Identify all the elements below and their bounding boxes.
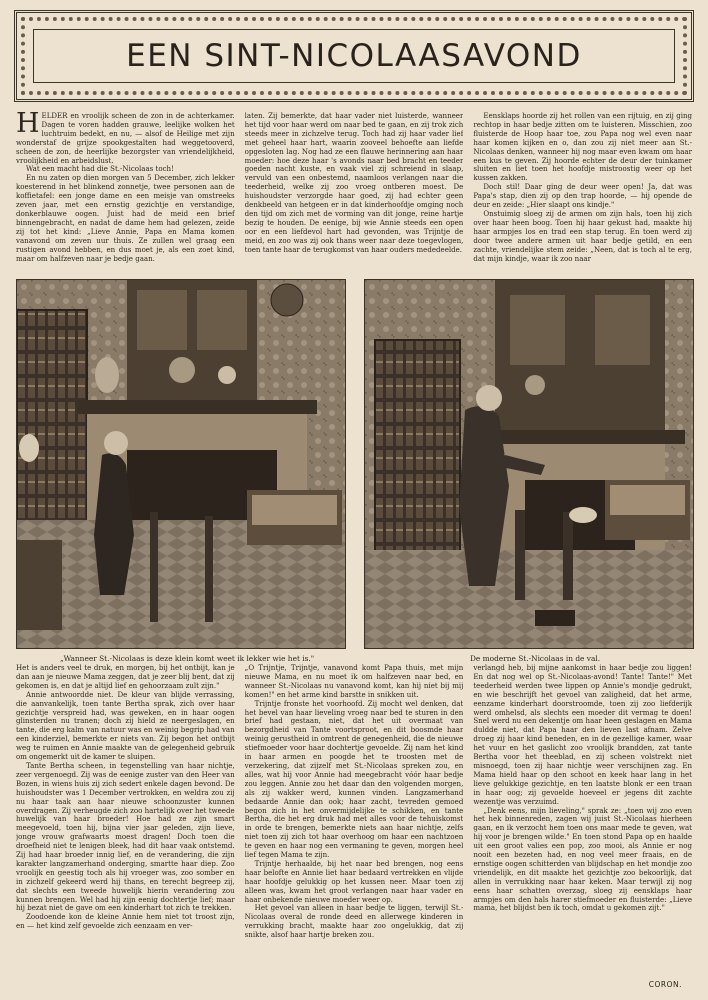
photo-illustration [365, 280, 693, 648]
paragraph: Trijntje herhaalde, bij het naar bed brengen, nog eens haar belofte en Annie liet haar bedaard vertrekken en vlijde haar hoofdje gelukkig op het kussen neer. Maar toen zij alleen was, kwam het groot verlangen naar haar vader en haar onbekende nieuwe moeder weer op. [244, 858, 464, 904]
paragraph: Doch stil! Daar ging de deur weer open! Ja, dat was Papa's stap, dien zij op den trap hoorde, — hij opende de deur en zeide: „Hier slaapt ons kindje." [473, 182, 693, 210]
paragraph-text: ELDER en vroolijk scheen de zon in de achterkamer. Dagen te voren hadden grauwe, leelijke wolken het luchtruim bedekt, en nu, — alsof de Heilige met zijn wonderstaf de grijze spookgestalten had weggetooverd, scheen de zon, de heerlijke bezorgster van vriendelijkheid, vroolijkheid en arbeidslust. [16, 112, 235, 165]
paragraph: Wat een macht had die St.-Nicolaas toch! [26, 164, 174, 174]
paragraph: verlangd heb, bij mijne aankomst in haar bedje zou liggen! En dat nog wel op St.-Nicolaas-avond! Tante! Tante!" Met teederheid werden twee lippen op Annie's mondje gedrukt, en wie beschrijft het gevoel van zaligheid, dat het arme, eenzame kinderhart doorstroomde, toen zij zoo liefderijk werd omhelsd, als slechts een moeder dit vermag te doen! Snel werd nu een dekentje om haar heen geslagen en Mama duldde niet, dat Papa haar den lieven last afnam. Zelve droeg zij haar kind beneden, en in de gezellige kamer, waar het vuur en het gaslicht zoo vroolijk brandden, zat tante Bertha voor het theeblad, en zij scheen volstrekt niet misnoegd, toen zij haar nichtje weer verschijnen zag. En Mama hield haar op den schoot en keek haar lang in het lieve gelukkige gezichtje, en ten laatste blonk er een traan in haar oog; zij gevoelde hoeveel er jegens dit zachte wezentje was verzuimd. [473, 664, 693, 806]
photo-man-at-fireplace [364, 279, 694, 649]
drop-cap: H [16, 112, 40, 139]
author-signature: CORON. [648, 980, 682, 989]
paragraph: laten. Zij bemerkte, dat haar vader niet luisterde, wanneer het tijd voor haar werd om naar bed te gaan, en zij trok zich steeds meer in zichzelve terug. Toch had zij haar vader lief met geheel haar hart, waarin zooveel behoefte aan liefde opgesloten lag. Nog had ze een flauwe herinnering aan haar moeder: hoe deze haar 's avonds naar bed bracht en teeder goeden nacht kuste, en vaak viel zij schreiend in slaap, vervuld van een onbestemd, naamloos verlangen naar die teederheid, welke zij zoo vroeg ontberen moest. De huishoudster verzorgde haar goed, zij had echter geen denkbeeld van hetgeen er in dat kinderhoofdje omging noch den tijd om zich met de vorming van dit jonge, reine hartje bezig te houden. De eenige, bij wie Annie steeds een open oor en een liefdevol hart had gevonden, was Trijntje de meid, en zoo was zij ook thans weer naar deze toegevlogen, toen tante haar de terugkomst van haar ouders mededeelde. [244, 112, 464, 254]
bottom-text-columns [16, 664, 692, 984]
text-column [245, 664, 464, 984]
paragraph: „O Trijntje, Trijntje, vanavond komt Papa thuis, met mijn nieuwe Mama, en nu moet ik om halfzeven naar bed, en wanneer St.-Nicolaas nu vanavond komt, kan hij niet bij mij komen!" en het arme kind barstte in snikken uit. [244, 664, 464, 699]
paragraph: Onstuimig sloeg zij de armen om zijn hals, toen hij zich over haar heen boog. Toen hij haar gekust had, maakte hij haar armpjes los en trad een stap terug. En toen werd zij door twee andere armen uit haar bedje getild, en een zachte, vriendelijke stem zeide: „Neen, dat is toch al te erg, dat mijn kindje, waar ik zoo naar [473, 208, 693, 263]
paragraph: „Denk eens, mijn lieveling," sprak ze: „toen wij zoo even het hek binnenreden, zagen wij juist St.-Nicolaas hierheen gaan, en ik verzocht hem toen ons maar mede te geven, wat hij voor je brengen wilde." En toen stond Papa op en haalde uit een groot valies een pop, zoo mooi, als Annie er nog nooit een bezeten had, en nog veel meer fraais, en de ernstige oogen schitterden van blijdschap en het mondje zoo vriendelijk, en dit maakte het gezichtje zoo bekoorlijk, dat allen in verrukking naar haar keken. Maar terwijl zij nog eens haar schatten overzag, sloeg zij eensklaps haar armpjes om den hals harer stiefmoeder en fluisterde: „Lieve mama, het blijdst ben ik toch, omdat u gekomen zijt." [473, 805, 693, 913]
text-column [16, 112, 235, 272]
photo-boy-at-fireplace [16, 279, 346, 649]
text-column [16, 664, 235, 984]
paragraph: Het gevoel van alleen in haar bedje te liggen, terwijl St.-Nicolaas overal de ronde deed en allerwege kinderen in verrukking bracht, maakte haar zoo ongelukkig, dat zij snikte, alsof haar hartje breken zou. [244, 903, 464, 940]
top-text-columns [16, 112, 692, 272]
article-title: EEN SINT-NICOLAASAVOND [126, 38, 582, 74]
photo-caption-right: De moderne St.-Nicolaas in de val. [470, 654, 601, 663]
photo-caption-left: „Wanneer St.-Nicolaas is deze klein komt weet ik lekker wie het is." [60, 654, 315, 663]
title-frame [14, 10, 694, 102]
title-inner-frame [33, 29, 675, 83]
paragraph: Tante Bertha scheen, in tegenstelling van haar nichtje, zeer vergenoegd. Zij was de eenige zuster van den Heer van Bozen, in wiens huis zij zich sedert enkele dagen bevond. De huishoudster was 1 December vertrokken, en weldra zou zij nu haar taak aan haar nieuwe schoonzuster kunnen overdragen. Zij verheugde zich zoo hartelijk over het tweede huwelijk van haar broeder! Hoe had ze zijn smart meegevoeld, toen hij, bijna vier jaar geleden, zijn lieve, jonge vrouw grafwaarts moest dragen! Doch toen die droefheid niet te lenigen bleek, had dit haar vaak ontstemd. Zij had haar broeder innig lief, en de verandering, die zijn karakter langzamerhand onderging, smartte haar diep. Zoo vroolijk en geestig toch als hij vroeger was, zoo somber en in zichzelf gekeerd werd hij thans, en terecht begreep zij, dat slechts een tweede huwelijk hierin verandering zou kunnen brengen. Wel had hij zijn eenig dochtertje lief; maar hij bezat niet de gave om een kinderhart tot zich te trekken. [16, 760, 235, 913]
paragraph: En nu zaten op dien morgen van 5 December, zich lekker koesterend in het blinkend zonnetje, twee personen aan de koffietafel: een jonge dame en een meisje van omstreeks zeven jaar, met een ernstig gezichtje en verstandige, donkerblauwe oogen. Juist had de meid een brief binnengebracht, en nadat de dame hem had gelezen, zeide zij tot het kind: „Lieve Annie, Papa en Mama komen vanavond om zeven uur thuis. Ze zullen wel graag een rustigen avond hebben, en dus moet je, als een zoet kind, maar om halfzeven naar je bedje gaan. [16, 173, 235, 263]
paragraph: Eensklaps hoorde zij het rollen van een rijtuig, en zij ging rechtop in haar bedje zitten om te luisteren. Misschien, zoo fluisterde de Hoop haar toe, zou Papa nog wel even naar haar komen kijken en o, dan zou zij niet meer aan St.-Nicolaas denken, wanneer hij nog maar even kwam om haar een kus te geven. Zij hoorde echter de deur der tuinkamer sluiten en liet toen het hoofdje mistroostig weer op het kussen zakken. [473, 112, 693, 183]
paragraph: Het is anders veel te druk, en morgen, bij het ontbijt, kan je dan aan je nieuwe Mama zeggen, dat je zeer blij bent, dat zij gekomen is, en dat je altijd lief en gehoorzaam zult zijn." [16, 664, 235, 690]
text-column [245, 112, 464, 272]
text-column [473, 664, 692, 984]
paragraph: Zoodoende kon de kleine Annie hem niet tot troost zijn, en — het kind zelf gevoelde zich eenzaam en ver- [16, 912, 235, 931]
paragraph: Annie antwoordde niet. De kleur van blijde verrassing, die aanvankelijk, toen tante Bertha sprak, zich over haar gezichtje verspreid had, was geweken, en in haar oogen glinsterden nu tranen; doch zij hield ze neergeslagen, en tante, die erg kalm van natuur was en weinig begrip had van een kinderziel, bemerkte er niets van. Zij begon het ontbijt weg te ruimen en Annie maakte van de gelegenheid gebruik om ongemerkt uit de kamer te sluipen. [16, 689, 235, 762]
text-column [473, 112, 692, 272]
photo-illustration [17, 280, 345, 648]
paragraph: Trijntje fronste het voorhoofd. Zij mocht wel denken, dat het bevel van haar lieveling vroeg naar bed te sturen in den brief had gestaan, niet, dat het uit overmaat van bezorgdheid van Tante voortsproot, en dit boosmde haar weinig gerustheid in omtrent de genegenheid, die de nieuwe stiefmoeder voor haar dochtertje gevoelde. Zij nam het kind in haar armen en poogde het te troosten met de verzekering, dat zijzelf met St.-Nicolaas spreken zou, en alles, wat hij voor Annie had meegebracht vóór haar bedje zou leggen. Annie zou het daar dan den volgenden morgen, als zij wakker werd, kunnen vinden. Langzamerhand bedaarde Annie dan ook; haar zacht, tevreden gemoed begon zich in het onvermijdelijke te schikken, en tante Bertha, die het erg druk had met alles voor de tehuiskomst in orde te brengen, bemerkte niets aan haar nichtje, zelfs niet toen zij zich tot haar overhoog om haar een nachtzoen te geven en haar nog een vermaning te geven, morgen heel lief tegen Mama te zijn. [244, 698, 464, 860]
paragraph [16, 112, 235, 165]
